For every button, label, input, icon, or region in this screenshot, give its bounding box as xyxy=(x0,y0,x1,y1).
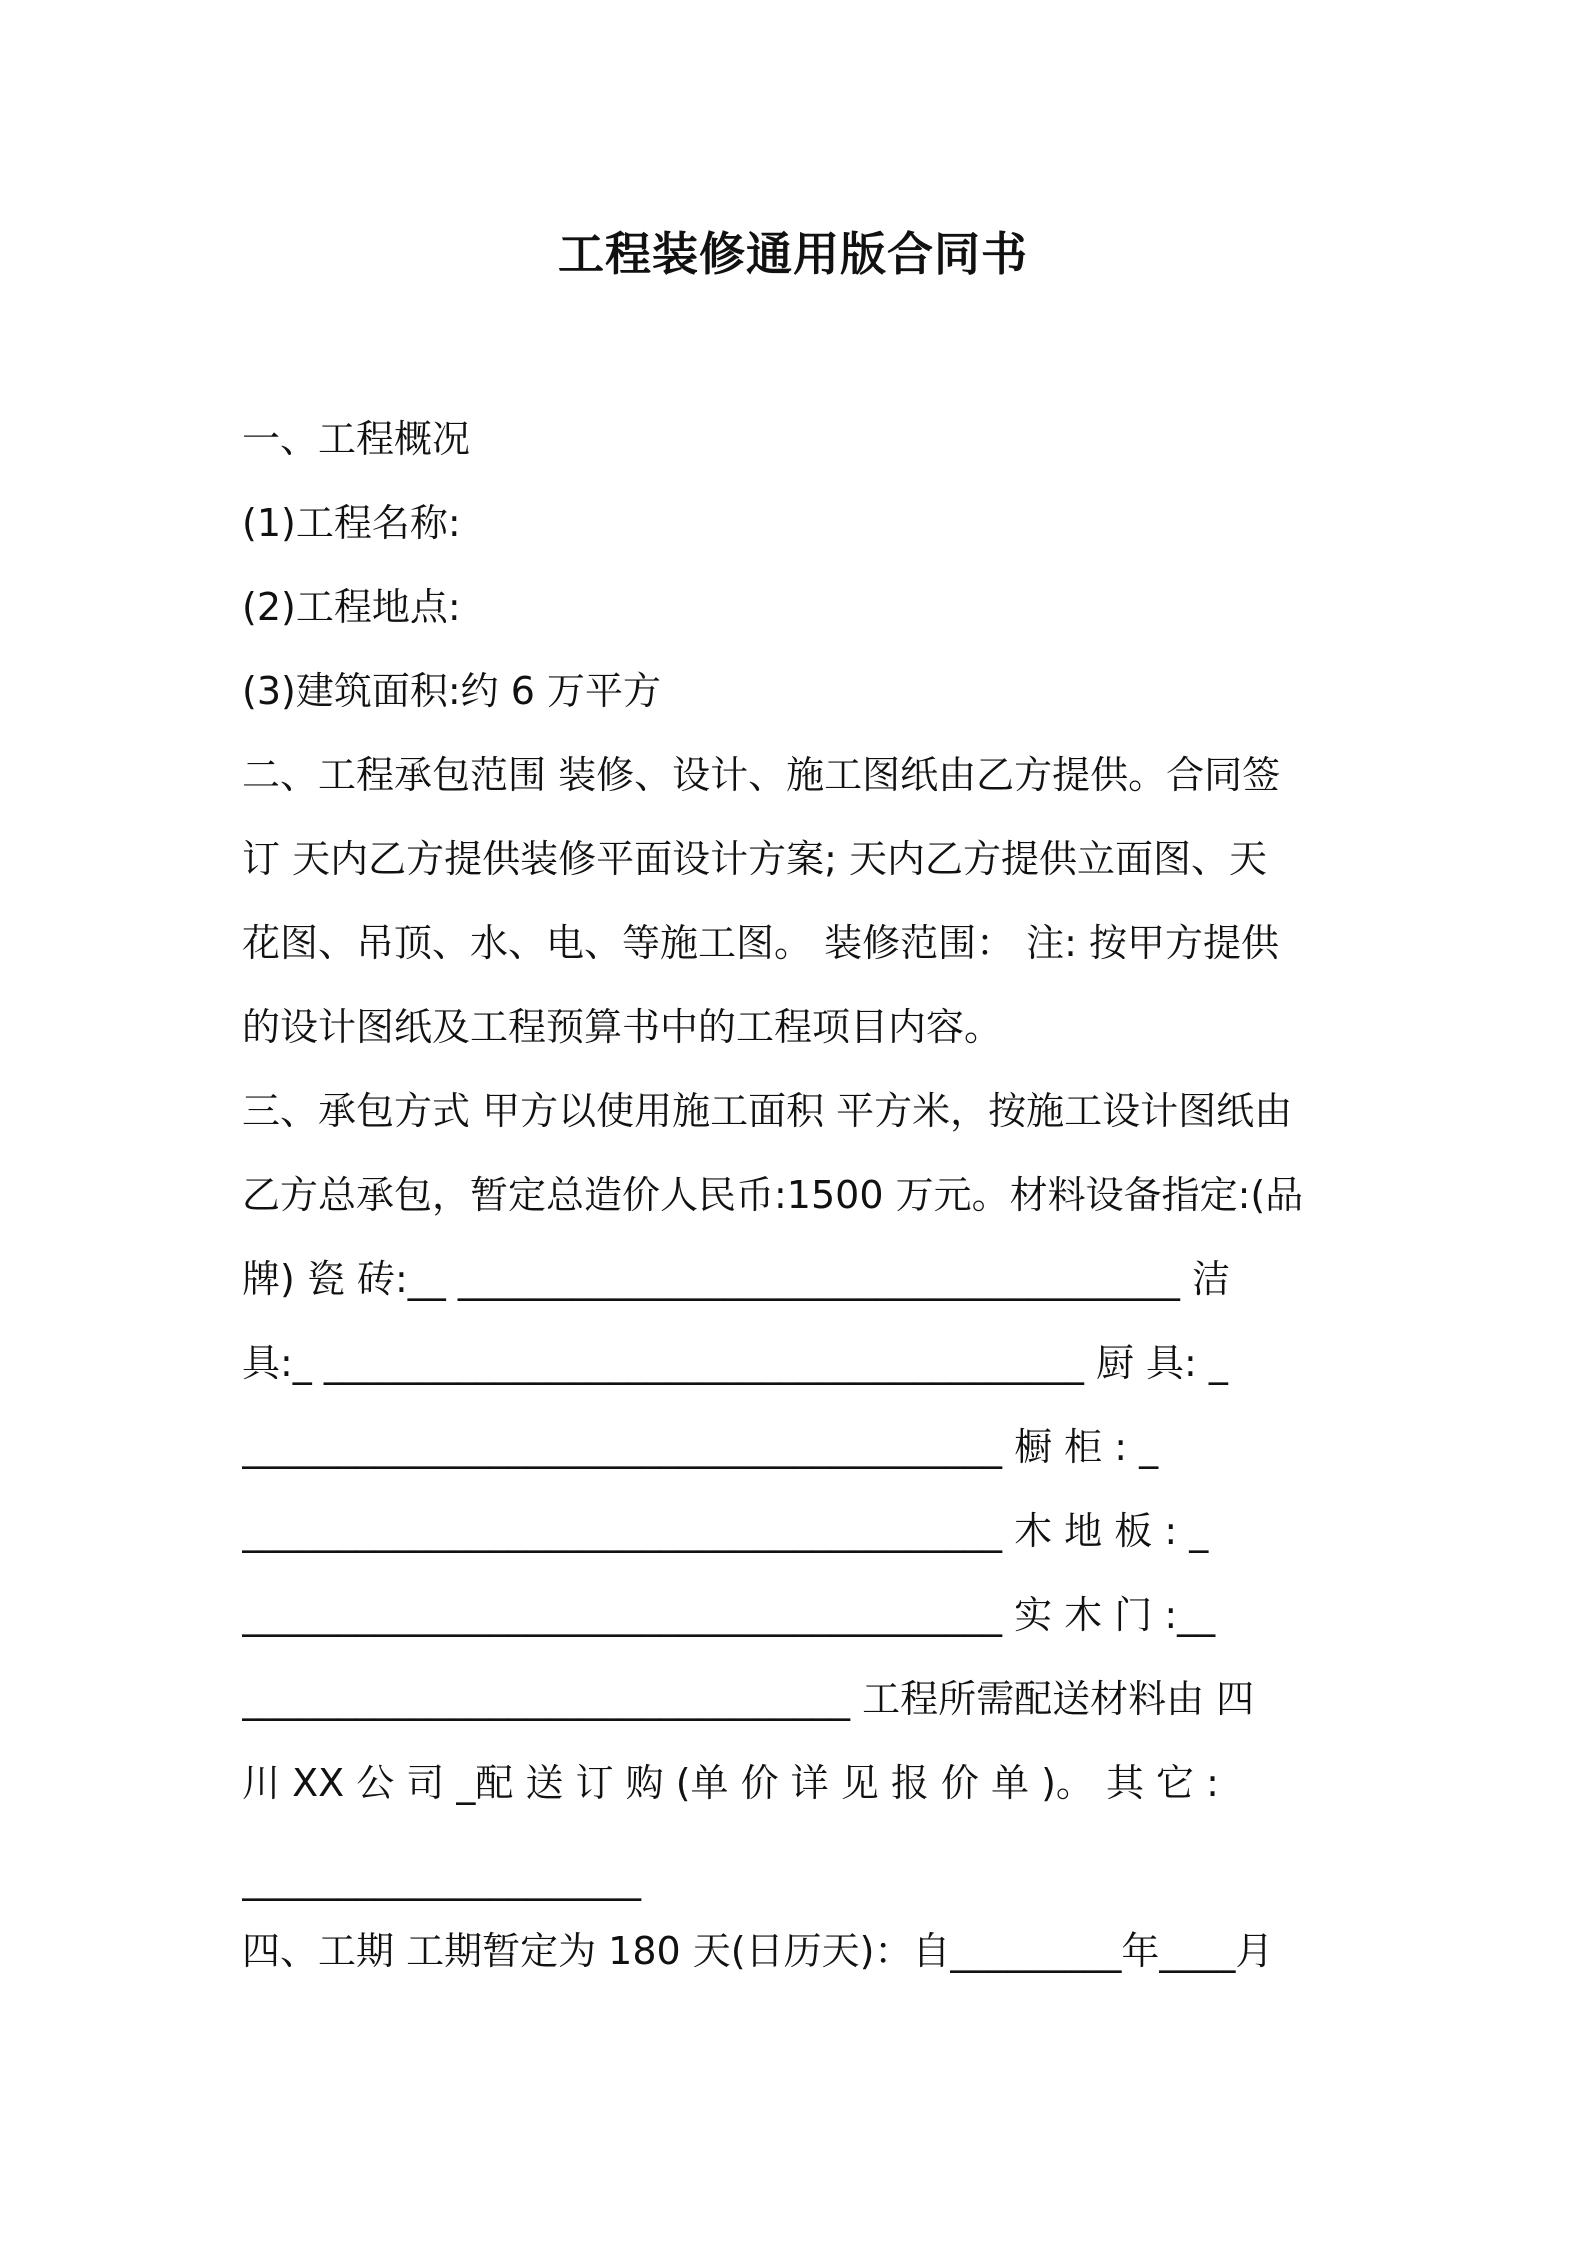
materials-line: ________________________________________ 橱 柜 : _ xyxy=(242,1425,1159,1469)
paragraph-line: 订 天内乙方提供装修平面设计方案; 天内乙方提供立面图、天 xyxy=(242,837,1267,881)
project-name-line: (1)工程名称: xyxy=(242,501,461,545)
materials-line: ________________________________________ 木 地 板 : _ xyxy=(242,1509,1209,1553)
materials-line: ________________________________ 工程所需配送材料由 四 xyxy=(242,1677,1255,1721)
materials-line: ________________________________________ 实 木 门 :__ xyxy=(242,1593,1216,1637)
paragraph-line: 的设计图纸及工程预算书中的工程项目内容。 xyxy=(242,1005,1003,1049)
section-heading-overview: 一、工程概况 xyxy=(242,417,471,461)
materials-line: 牌) 瓷 砖:__ ______________________________________ 洁 xyxy=(242,1257,1230,1301)
paragraph-line: 三、承包方式 甲方以使用施工面积 平方米，按施工设计图纸由 xyxy=(242,1089,1293,1133)
paragraph-line: 乙方总承包，暂定总造价人民币:1500 万元。材料设备指定:(品 xyxy=(242,1173,1304,1217)
section-heading-schedule: 四、工期 工期暂定为 180 天(日历天)：自_________年____月 xyxy=(242,1929,1274,1973)
building-area-line: (3)建筑面积:约 6 万平方 xyxy=(242,669,661,713)
document-title: 工程装修通用版合同书 xyxy=(558,227,1028,281)
paragraph-line: 二、工程承包范围 装修、设计、施工图纸由乙方提供。合同签 xyxy=(242,753,1281,797)
paragraph-line: 花图、吊顶、水、电、等施工图。 装修范围： 注: 按甲方提供 xyxy=(242,921,1280,965)
project-location-line: (2)工程地点: xyxy=(242,585,461,629)
blank-line: _____________________ xyxy=(242,1857,641,1901)
materials-line: 川 XX 公 司 _配 送 订 购 (单 价 详 见 报 价 单 )。 其 它 : xyxy=(242,1761,1219,1805)
materials-line: 具:_ ________________________________________ 厨 具: _ xyxy=(242,1341,1228,1385)
